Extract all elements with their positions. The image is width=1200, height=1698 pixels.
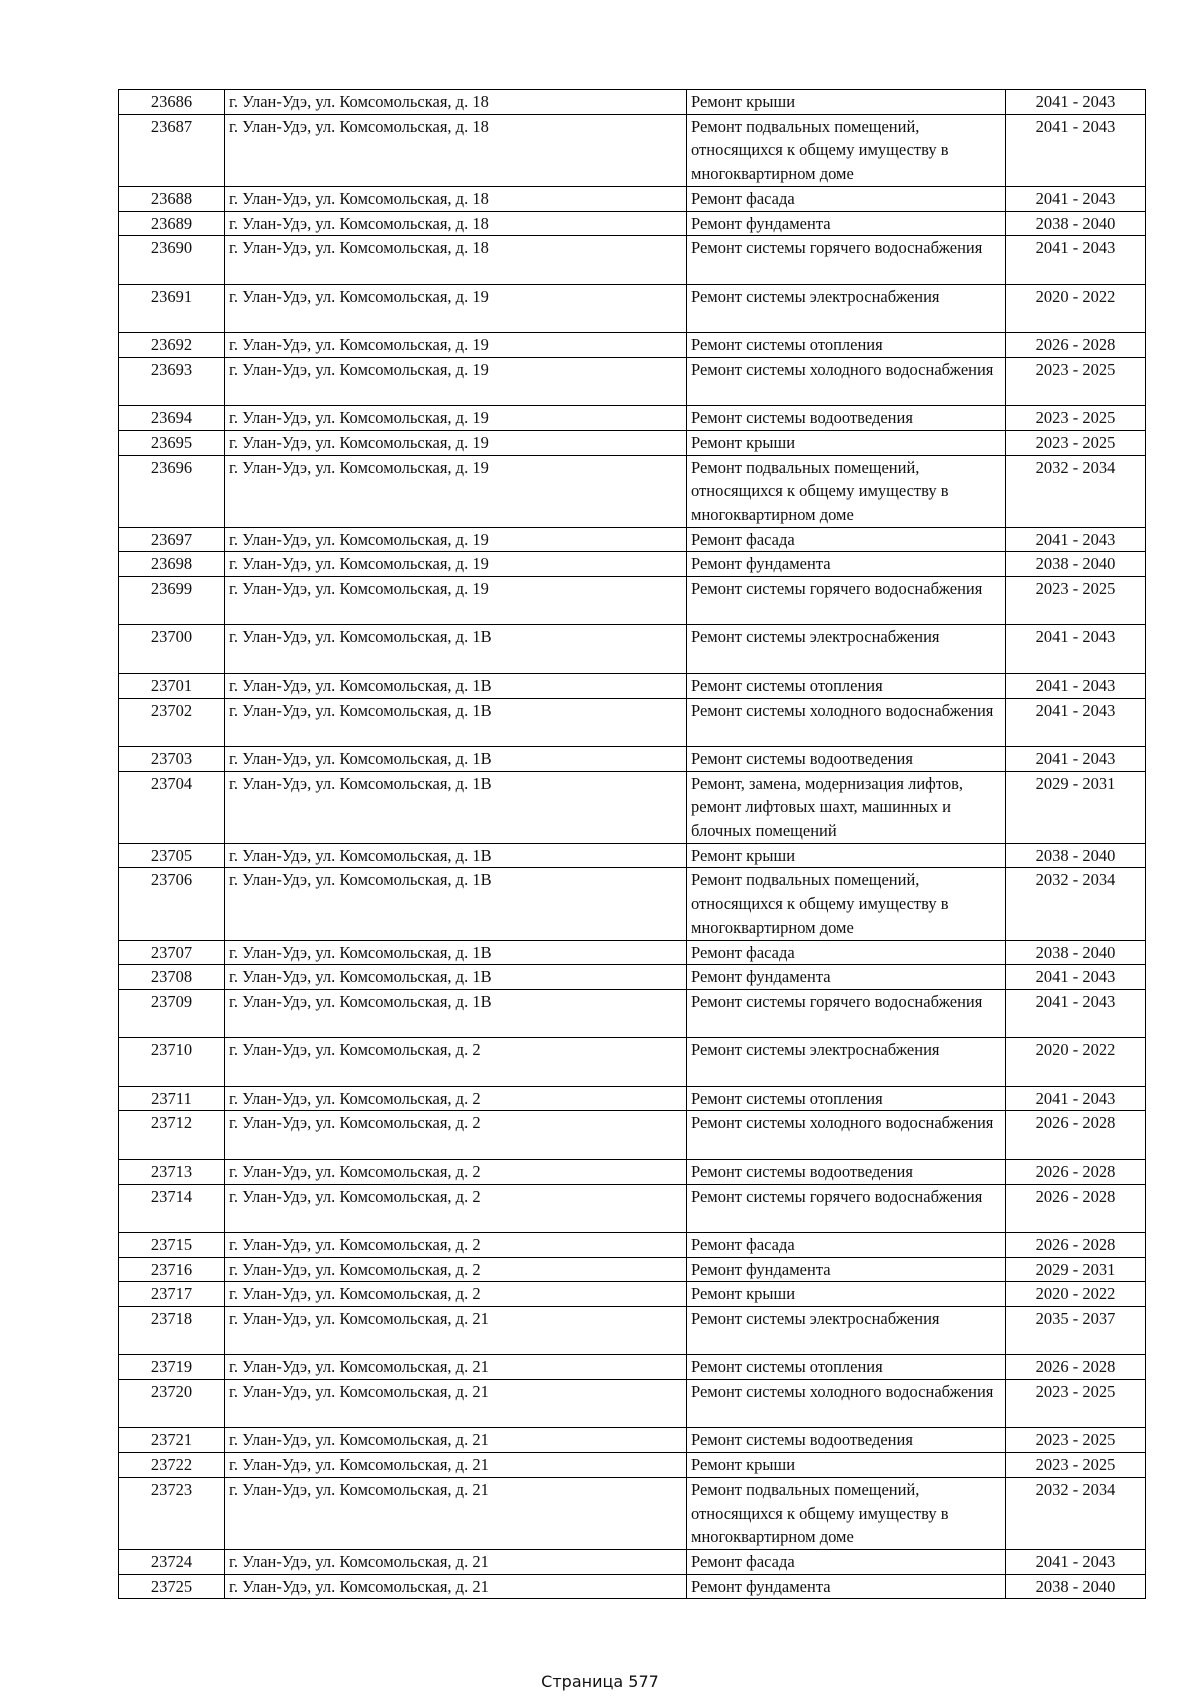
row-number-cell: 23722 [119,1453,225,1478]
address-cell: г. Улан-Удэ, ул. Комсомольская, д. 19 [225,552,687,577]
work-type-cell: Ремонт системы горячего водоснабжения [687,577,1006,625]
period-cell: 2038 - 2040 [1006,1574,1146,1599]
table-row [119,577,1146,625]
period-cell: 2026 - 2028 [1006,1355,1146,1380]
work-type-cell: Ремонт крыши [687,1282,1006,1307]
address-cell: г. Улан-Удэ, ул. Комсомольская, д. 18 [225,186,687,211]
period-cell: 2038 - 2040 [1006,211,1146,236]
work-type-cell: Ремонт фасада [687,527,1006,552]
work-type-cell: Ремонт подвальных помещений, относящихся к общему имуществу в многоквартирном доме [687,114,1006,186]
table-row [119,746,1146,771]
table-row [119,1428,1146,1453]
address-cell: г. Улан-Удэ, ул. Комсомольская, д. 2 [225,1159,687,1184]
period-cell: 2026 - 2028 [1006,1232,1146,1257]
address-cell: г. Улан-Удэ, ул. Комсомольская, д. 2 [225,1184,687,1232]
address-cell: г. Улан-Удэ, ул. Комсомольская, д. 2 [225,1257,687,1282]
row-number-cell: 23704 [119,771,225,843]
address-cell: г. Улан-Удэ, ул. Комсомольская, д. 18 [225,211,687,236]
address-cell: г. Улан-Удэ, ул. Комсомольская, д. 21 [225,1477,687,1549]
period-cell: 2032 - 2034 [1006,455,1146,527]
address-cell: г. Улан-Удэ, ул. Комсомольская, д. 21 [225,1355,687,1380]
table-row [119,284,1146,332]
period-cell: 2041 - 2043 [1006,527,1146,552]
row-number-cell: 23710 [119,1038,225,1086]
table-row [119,333,1146,358]
work-type-cell: Ремонт системы электроснабжения [687,1307,1006,1355]
address-cell: г. Улан-Удэ, ул. Комсомольская, д. 1В [225,843,687,868]
table-row [119,552,1146,577]
period-cell: 2041 - 2043 [1006,746,1146,771]
work-type-cell: Ремонт системы отопления [687,333,1006,358]
table-row [119,1086,1146,1111]
period-cell: 2020 - 2022 [1006,1038,1146,1086]
work-type-cell: Ремонт системы холодного водоснабжения [687,357,1006,405]
address-cell: г. Улан-Удэ, ул. Комсомольская, д. 2 [225,1038,687,1086]
row-number-cell: 23689 [119,211,225,236]
period-cell: 2023 - 2025 [1006,1428,1146,1453]
row-number-cell: 23705 [119,843,225,868]
address-cell: г. Улан-Удэ, ул. Комсомольская, д. 1В [225,625,687,673]
address-cell: г. Улан-Удэ, ул. Комсомольская, д. 2 [225,1111,687,1159]
period-cell: 2041 - 2043 [1006,698,1146,746]
period-cell: 2041 - 2043 [1006,965,1146,990]
address-cell: г. Улан-Удэ, ул. Комсомольская, д. 21 [225,1428,687,1453]
period-cell: 2023 - 2025 [1006,1453,1146,1478]
table-row [119,1453,1146,1478]
row-number-cell: 23723 [119,1477,225,1549]
row-number-cell: 23698 [119,552,225,577]
table-row [119,771,1146,843]
table-row [119,843,1146,868]
table-row [119,1038,1146,1086]
repair-schedule-table [118,89,1146,1599]
address-cell: г. Улан-Удэ, ул. Комсомольская, д. 1В [225,746,687,771]
work-type-cell: Ремонт системы водоотведения [687,406,1006,431]
address-cell: г. Улан-Удэ, ул. Комсомольская, д. 2 [225,1282,687,1307]
table-row [119,1355,1146,1380]
period-cell: 2023 - 2025 [1006,577,1146,625]
address-cell: г. Улан-Удэ, ул. Комсомольская, д. 21 [225,1550,687,1575]
period-cell: 2041 - 2043 [1006,625,1146,673]
table-row [119,1282,1146,1307]
work-type-cell: Ремонт системы водоотведения [687,746,1006,771]
period-cell: 2020 - 2022 [1006,1282,1146,1307]
work-type-cell: Ремонт системы электроснабжения [687,1038,1006,1086]
table-row [119,430,1146,455]
address-cell: г. Улан-Удэ, ул. Комсомольская, д. 1В [225,868,687,940]
period-cell: 2029 - 2031 [1006,1257,1146,1282]
work-type-cell: Ремонт крыши [687,843,1006,868]
period-cell: 2023 - 2025 [1006,406,1146,431]
table-row [119,1111,1146,1159]
row-number-cell: 23717 [119,1282,225,1307]
address-cell: г. Улан-Удэ, ул. Комсомольская, д. 21 [225,1453,687,1478]
address-cell: г. Улан-Удэ, ул. Комсомольская, д. 21 [225,1574,687,1599]
row-number-cell: 23687 [119,114,225,186]
work-type-cell: Ремонт системы холодного водоснабжения [687,1380,1006,1428]
row-number-cell: 23709 [119,989,225,1037]
row-number-cell: 23721 [119,1428,225,1453]
table-row [119,211,1146,236]
address-cell: г. Улан-Удэ, ул. Комсомольская, д. 1В [225,698,687,746]
work-type-cell: Ремонт крыши [687,90,1006,115]
work-type-cell: Ремонт подвальных помещений, относящихся к общему имуществу в многоквартирном доме [687,455,1006,527]
row-number-cell: 23695 [119,430,225,455]
address-cell: г. Улан-Удэ, ул. Комсомольская, д. 1В [225,940,687,965]
row-number-cell: 23696 [119,455,225,527]
row-number-cell: 23688 [119,186,225,211]
row-number-cell: 23718 [119,1307,225,1355]
period-cell: 2041 - 2043 [1006,673,1146,698]
row-number-cell: 23716 [119,1257,225,1282]
row-number-cell: 23715 [119,1232,225,1257]
page-number: Страница 577 [541,1672,659,1691]
work-type-cell: Ремонт фундамента [687,965,1006,990]
address-cell: г. Улан-Удэ, ул. Комсомольская, д. 1В [225,771,687,843]
work-type-cell: Ремонт системы холодного водоснабжения [687,1111,1006,1159]
work-type-cell: Ремонт системы электроснабжения [687,284,1006,332]
row-number-cell: 23714 [119,1184,225,1232]
period-cell: 2041 - 2043 [1006,90,1146,115]
table-row [119,406,1146,431]
address-cell: г. Улан-Удэ, ул. Комсомольская, д. 19 [225,406,687,431]
period-cell: 2038 - 2040 [1006,552,1146,577]
work-type-cell: Ремонт системы отопления [687,673,1006,698]
address-cell: г. Улан-Удэ, ул. Комсомольская, д. 2 [225,1232,687,1257]
row-number-cell: 23720 [119,1380,225,1428]
address-cell: г. Улан-Удэ, ул. Комсомольская, д. 1В [225,673,687,698]
period-cell: 2035 - 2037 [1006,1307,1146,1355]
row-number-cell: 23697 [119,527,225,552]
row-number-cell: 23713 [119,1159,225,1184]
table-row [119,1380,1146,1428]
period-cell: 2023 - 2025 [1006,1380,1146,1428]
address-cell: г. Улан-Удэ, ул. Комсомольская, д. 18 [225,114,687,186]
work-type-cell: Ремонт фасада [687,1232,1006,1257]
period-cell: 2038 - 2040 [1006,843,1146,868]
work-type-cell: Ремонт, замена, модернизация лифтов, ремонт лифтовых шахт, машинных и блочных помещений [687,771,1006,843]
row-number-cell: 23703 [119,746,225,771]
table-row [119,965,1146,990]
address-cell: г. Улан-Удэ, ул. Комсомольская, д. 2 [225,1086,687,1111]
period-cell: 2029 - 2031 [1006,771,1146,843]
period-cell: 2026 - 2028 [1006,1159,1146,1184]
row-number-cell: 23724 [119,1550,225,1575]
row-number-cell: 23700 [119,625,225,673]
row-number-cell: 23694 [119,406,225,431]
work-type-cell: Ремонт системы водоотведения [687,1159,1006,1184]
address-cell: г. Улан-Удэ, ул. Комсомольская, д. 19 [225,430,687,455]
table-row [119,186,1146,211]
period-cell: 2026 - 2028 [1006,1184,1146,1232]
row-number-cell: 23708 [119,965,225,990]
table-row [119,940,1146,965]
work-type-cell: Ремонт системы горячего водоснабжения [687,1184,1006,1232]
row-number-cell: 23707 [119,940,225,965]
address-cell: г. Улан-Удэ, ул. Комсомольская, д. 21 [225,1307,687,1355]
period-cell: 2020 - 2022 [1006,284,1146,332]
address-cell: г. Улан-Удэ, ул. Комсомольская, д. 19 [225,577,687,625]
address-cell: г. Улан-Удэ, ул. Комсомольская, д. 19 [225,455,687,527]
table-row [119,90,1146,115]
period-cell: 2038 - 2040 [1006,940,1146,965]
work-type-cell: Ремонт фундамента [687,211,1006,236]
table-row [119,357,1146,405]
table-row [119,1550,1146,1575]
table-row [119,455,1146,527]
period-cell: 2023 - 2025 [1006,357,1146,405]
work-type-cell: Ремонт системы электроснабжения [687,625,1006,673]
address-cell: г. Улан-Удэ, ул. Комсомольская, д. 19 [225,357,687,405]
work-type-cell: Ремонт фундамента [687,1257,1006,1282]
work-type-cell: Ремонт системы горячего водоснабжения [687,236,1006,284]
period-cell: 2023 - 2025 [1006,430,1146,455]
period-cell: 2032 - 2034 [1006,1477,1146,1549]
work-type-cell: Ремонт фундамента [687,552,1006,577]
table-row [119,527,1146,552]
work-type-cell: Ремонт фундамента [687,1574,1006,1599]
table-row [119,1159,1146,1184]
work-type-cell: Ремонт крыши [687,430,1006,455]
period-cell: 2041 - 2043 [1006,186,1146,211]
row-number-cell: 23725 [119,1574,225,1599]
period-cell: 2026 - 2028 [1006,1111,1146,1159]
address-cell: г. Улан-Удэ, ул. Комсомольская, д. 19 [225,333,687,358]
row-number-cell: 23706 [119,868,225,940]
address-cell: г. Улан-Удэ, ул. Комсомольская, д. 19 [225,284,687,332]
work-type-cell: Ремонт фасада [687,186,1006,211]
address-cell: г. Улан-Удэ, ул. Комсомольская, д. 1В [225,989,687,1037]
table-row [119,698,1146,746]
work-type-cell: Ремонт системы холодного водоснабжения [687,698,1006,746]
row-number-cell: 23699 [119,577,225,625]
table-row [119,1232,1146,1257]
row-number-cell: 23711 [119,1086,225,1111]
table-row [119,673,1146,698]
work-type-cell: Ремонт подвальных помещений, относящихся к общему имуществу в многоквартирном доме [687,868,1006,940]
work-type-cell: Ремонт системы горячего водоснабжения [687,989,1006,1037]
work-type-cell: Ремонт системы водоотведения [687,1428,1006,1453]
address-cell: г. Улан-Удэ, ул. Комсомольская, д. 1В [225,965,687,990]
period-cell: 2041 - 2043 [1006,1550,1146,1575]
work-type-cell: Ремонт фасада [687,1550,1006,1575]
work-type-cell: Ремонт системы отопления [687,1086,1006,1111]
row-number-cell: 23691 [119,284,225,332]
period-cell: 2041 - 2043 [1006,1086,1146,1111]
table-row [119,625,1146,673]
work-type-cell: Ремонт крыши [687,1453,1006,1478]
address-cell: г. Улан-Удэ, ул. Комсомольская, д. 18 [225,236,687,284]
table-row [119,1184,1146,1232]
period-cell: 2041 - 2043 [1006,236,1146,284]
row-number-cell: 23692 [119,333,225,358]
period-cell: 2041 - 2043 [1006,114,1146,186]
row-number-cell: 23686 [119,90,225,115]
address-cell: г. Улан-Удэ, ул. Комсомольская, д. 21 [225,1380,687,1428]
table-row [119,1477,1146,1549]
table-row [119,1257,1146,1282]
table-row [119,868,1146,940]
row-number-cell: 23712 [119,1111,225,1159]
period-cell: 2032 - 2034 [1006,868,1146,940]
row-number-cell: 23719 [119,1355,225,1380]
row-number-cell: 23702 [119,698,225,746]
work-type-cell: Ремонт подвальных помещений, относящихся к общему имуществу в многоквартирном доме [687,1477,1006,1549]
row-number-cell: 23690 [119,236,225,284]
table-row [119,1574,1146,1599]
table-row [119,114,1146,186]
table-body [119,90,1146,1599]
work-type-cell: Ремонт системы отопления [687,1355,1006,1380]
row-number-cell: 23701 [119,673,225,698]
row-number-cell: 23693 [119,357,225,405]
work-type-cell: Ремонт фасада [687,940,1006,965]
table-row [119,989,1146,1037]
table-row [119,1307,1146,1355]
table-row [119,236,1146,284]
period-cell: 2026 - 2028 [1006,333,1146,358]
period-cell: 2041 - 2043 [1006,989,1146,1037]
address-cell: г. Улан-Удэ, ул. Комсомольская, д. 18 [225,90,687,115]
address-cell: г. Улан-Удэ, ул. Комсомольская, д. 19 [225,527,687,552]
